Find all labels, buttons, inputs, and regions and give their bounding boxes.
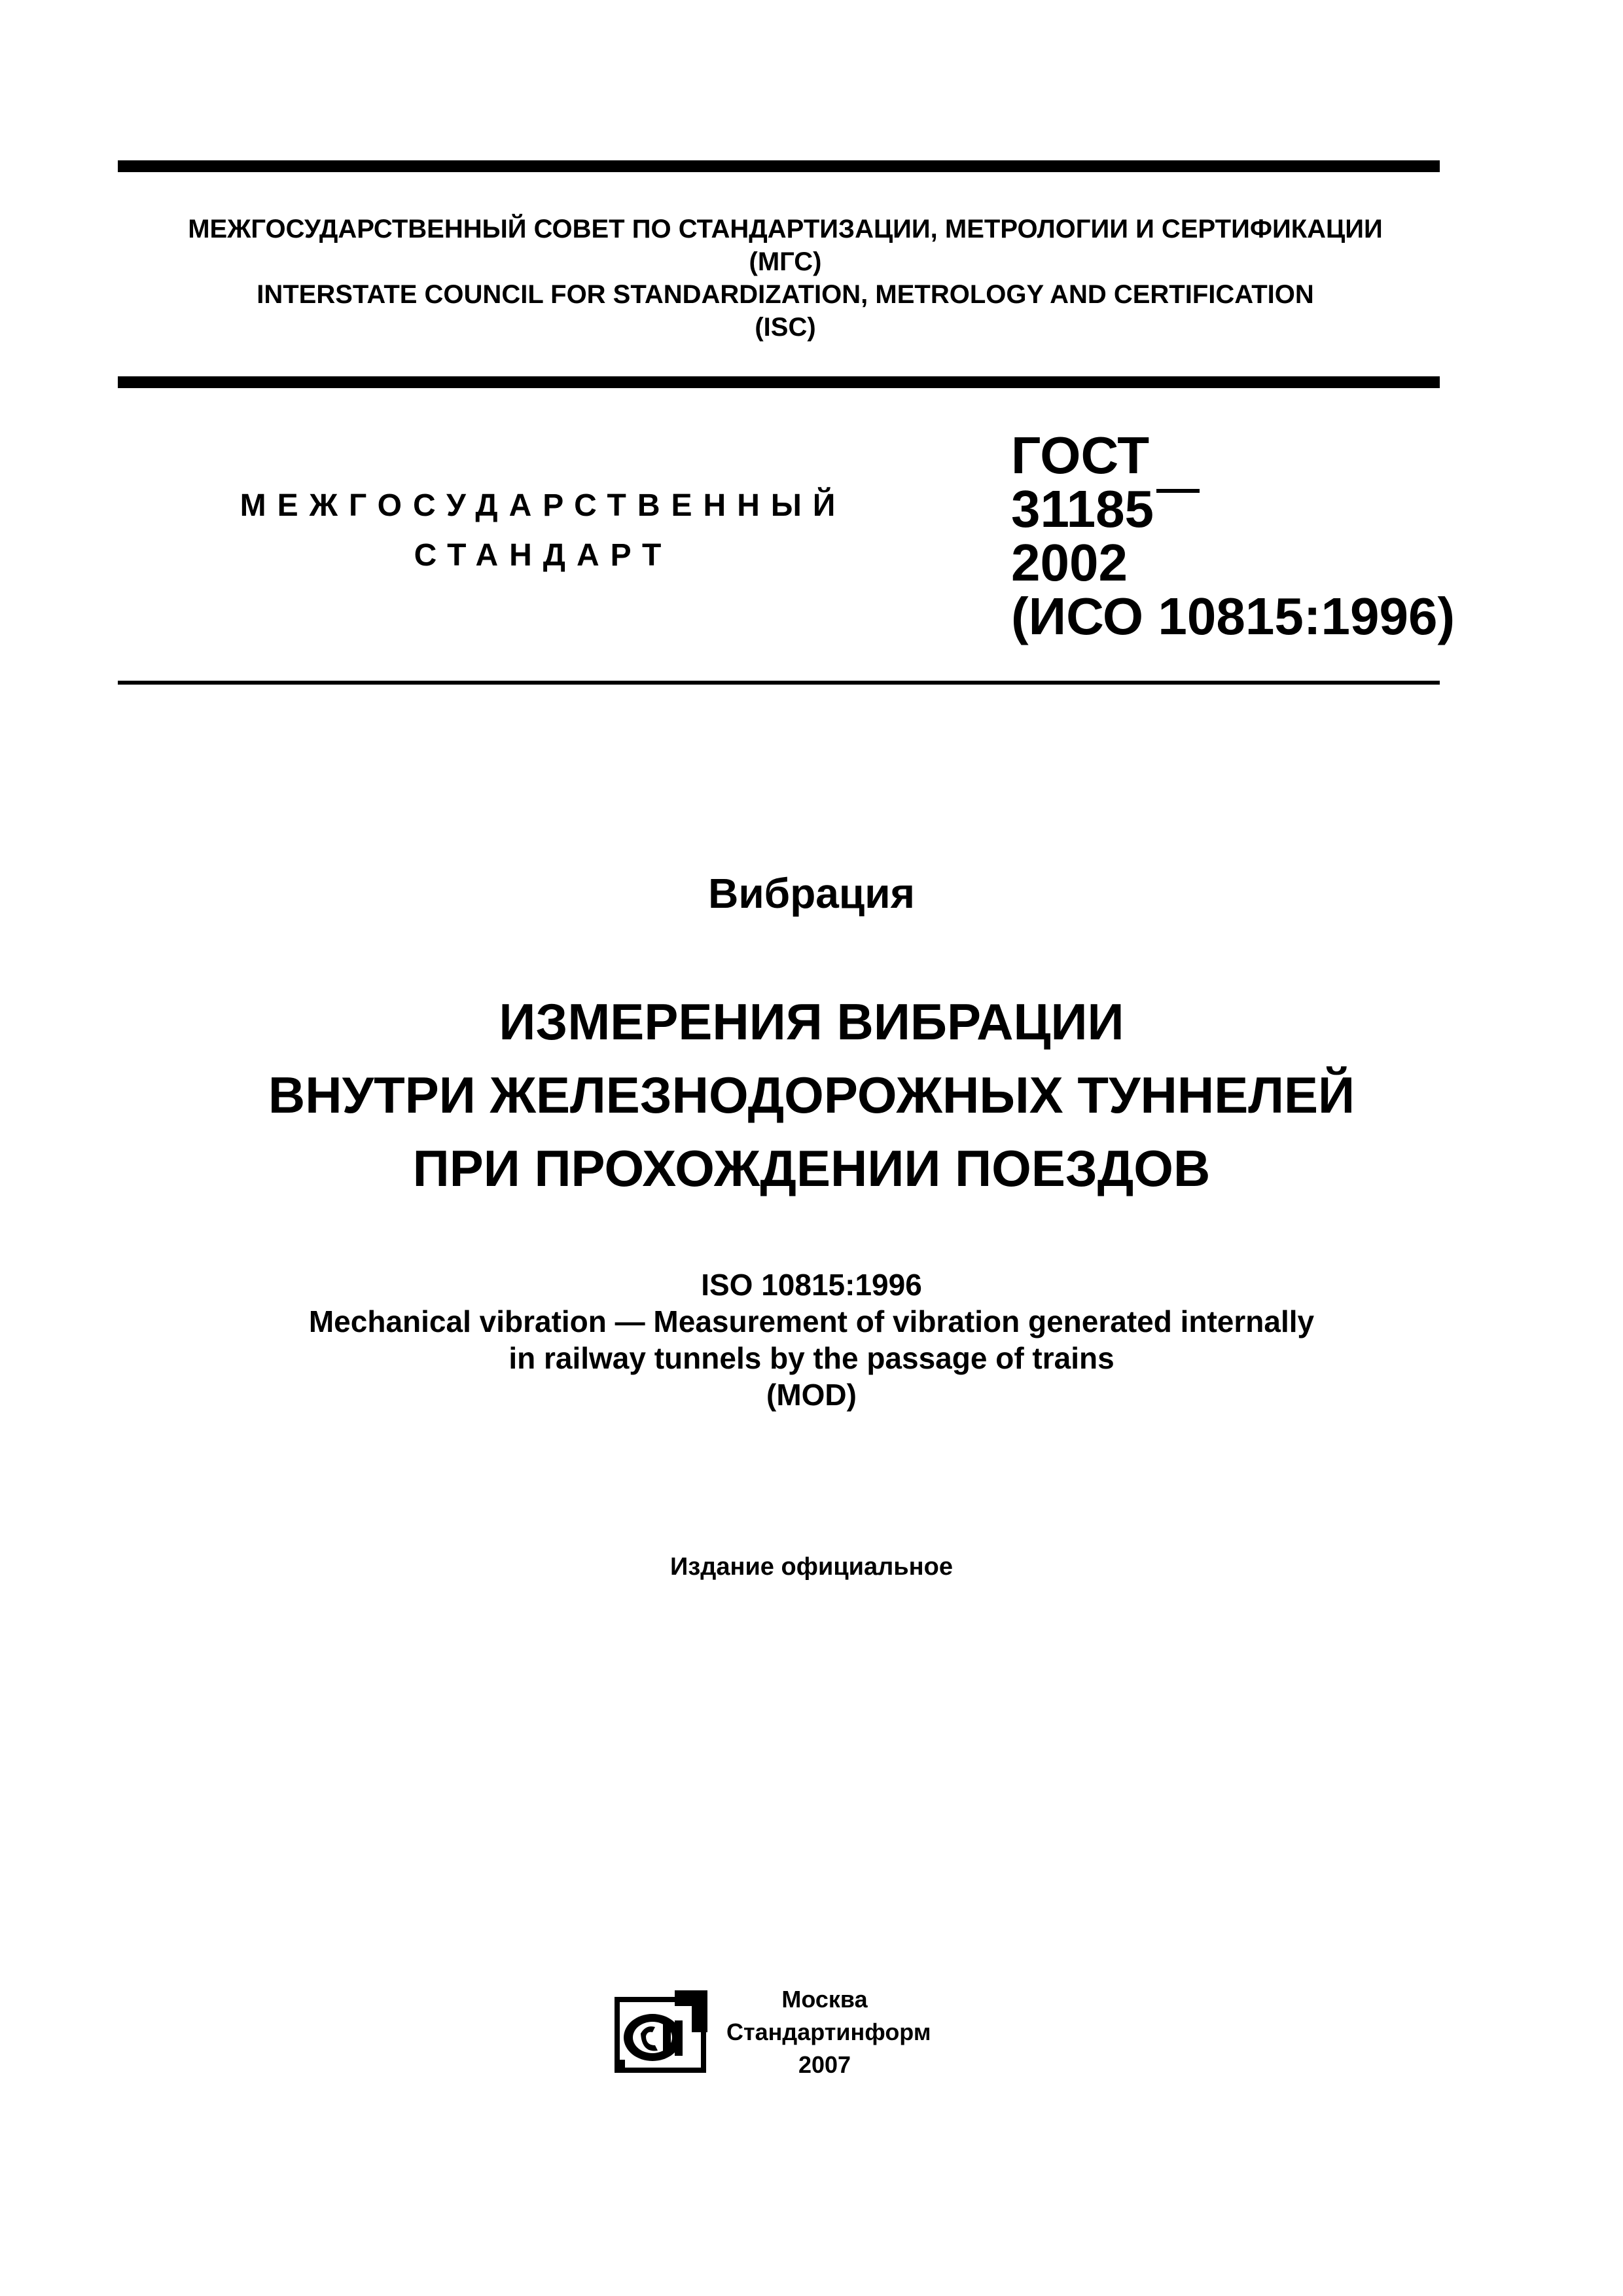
council-header	[98, 213, 1472, 344]
standard-year: 2002	[1011, 533, 1128, 592]
standard-type-line1: МЕЖГОСУДАРСТВЕННЫЙ	[240, 488, 847, 523]
middle-rule	[118, 376, 1440, 388]
document-title	[65, 985, 1558, 1205]
council-name-ru: МЕЖГОСУДАРСТВЕННЫЙ СОВЕТ ПО СТАНДАРТИЗАЦИИ, МЕТРОЛОГИИ И СЕРТИФИКАЦИИ	[188, 215, 1383, 243]
title-line2: ВНУТРИ ЖЕЛЕЗНОДОРОЖНЫХ ТУННЕЛЕЙ	[268, 1066, 1355, 1124]
council-name-en: INTERSTATE COUNCIL FOR STANDARDIZATION, METROLOGY AND CERTIFICATION	[257, 280, 1314, 309]
publisher-city: Москва	[781, 1986, 868, 2013]
title-line3: ПРИ ПРОХОЖДЕНИИ ПОЕЗДОВ	[412, 1139, 1211, 1197]
iso-title-line1: Mechanical vibration — Measurement of vibration generated internally	[308, 1304, 1315, 1338]
iso-mod: (MOD)	[766, 1378, 857, 1412]
iso-reference-block	[65, 1266, 1558, 1413]
edition-label: Издание официальное	[670, 1553, 953, 1581]
publisher-logo-icon	[612, 1986, 710, 2078]
publisher-year: 2007	[798, 2051, 851, 2078]
standard-type	[196, 481, 890, 581]
iso-title-line2: in railway tunnels by the passage of trains	[508, 1341, 1115, 1375]
standard-designation	[1011, 426, 1469, 645]
council-abbr-ru: (МГС)	[749, 247, 822, 276]
standard-iso-reference: (ИСО 10815:1996)	[1011, 587, 1455, 645]
title-line1: ИЗМЕРЕНИЯ ВИБРАЦИИ	[499, 993, 1124, 1050]
publisher-name: Стандартинформ	[726, 2018, 931, 2045]
iso-number: ISO 10815:1996	[701, 1268, 922, 1302]
standard-type-line2: СТАНДАРТ	[414, 538, 673, 573]
subject-heading: Вибрация	[708, 870, 915, 917]
bottom-rule	[118, 681, 1440, 685]
top-rule	[118, 160, 1440, 172]
council-abbr-en: (ISC)	[755, 313, 816, 342]
publisher-block	[726, 1983, 931, 2081]
standard-number: 31185	[1011, 480, 1200, 538]
standard-code: ГОСТ	[1011, 426, 1150, 484]
